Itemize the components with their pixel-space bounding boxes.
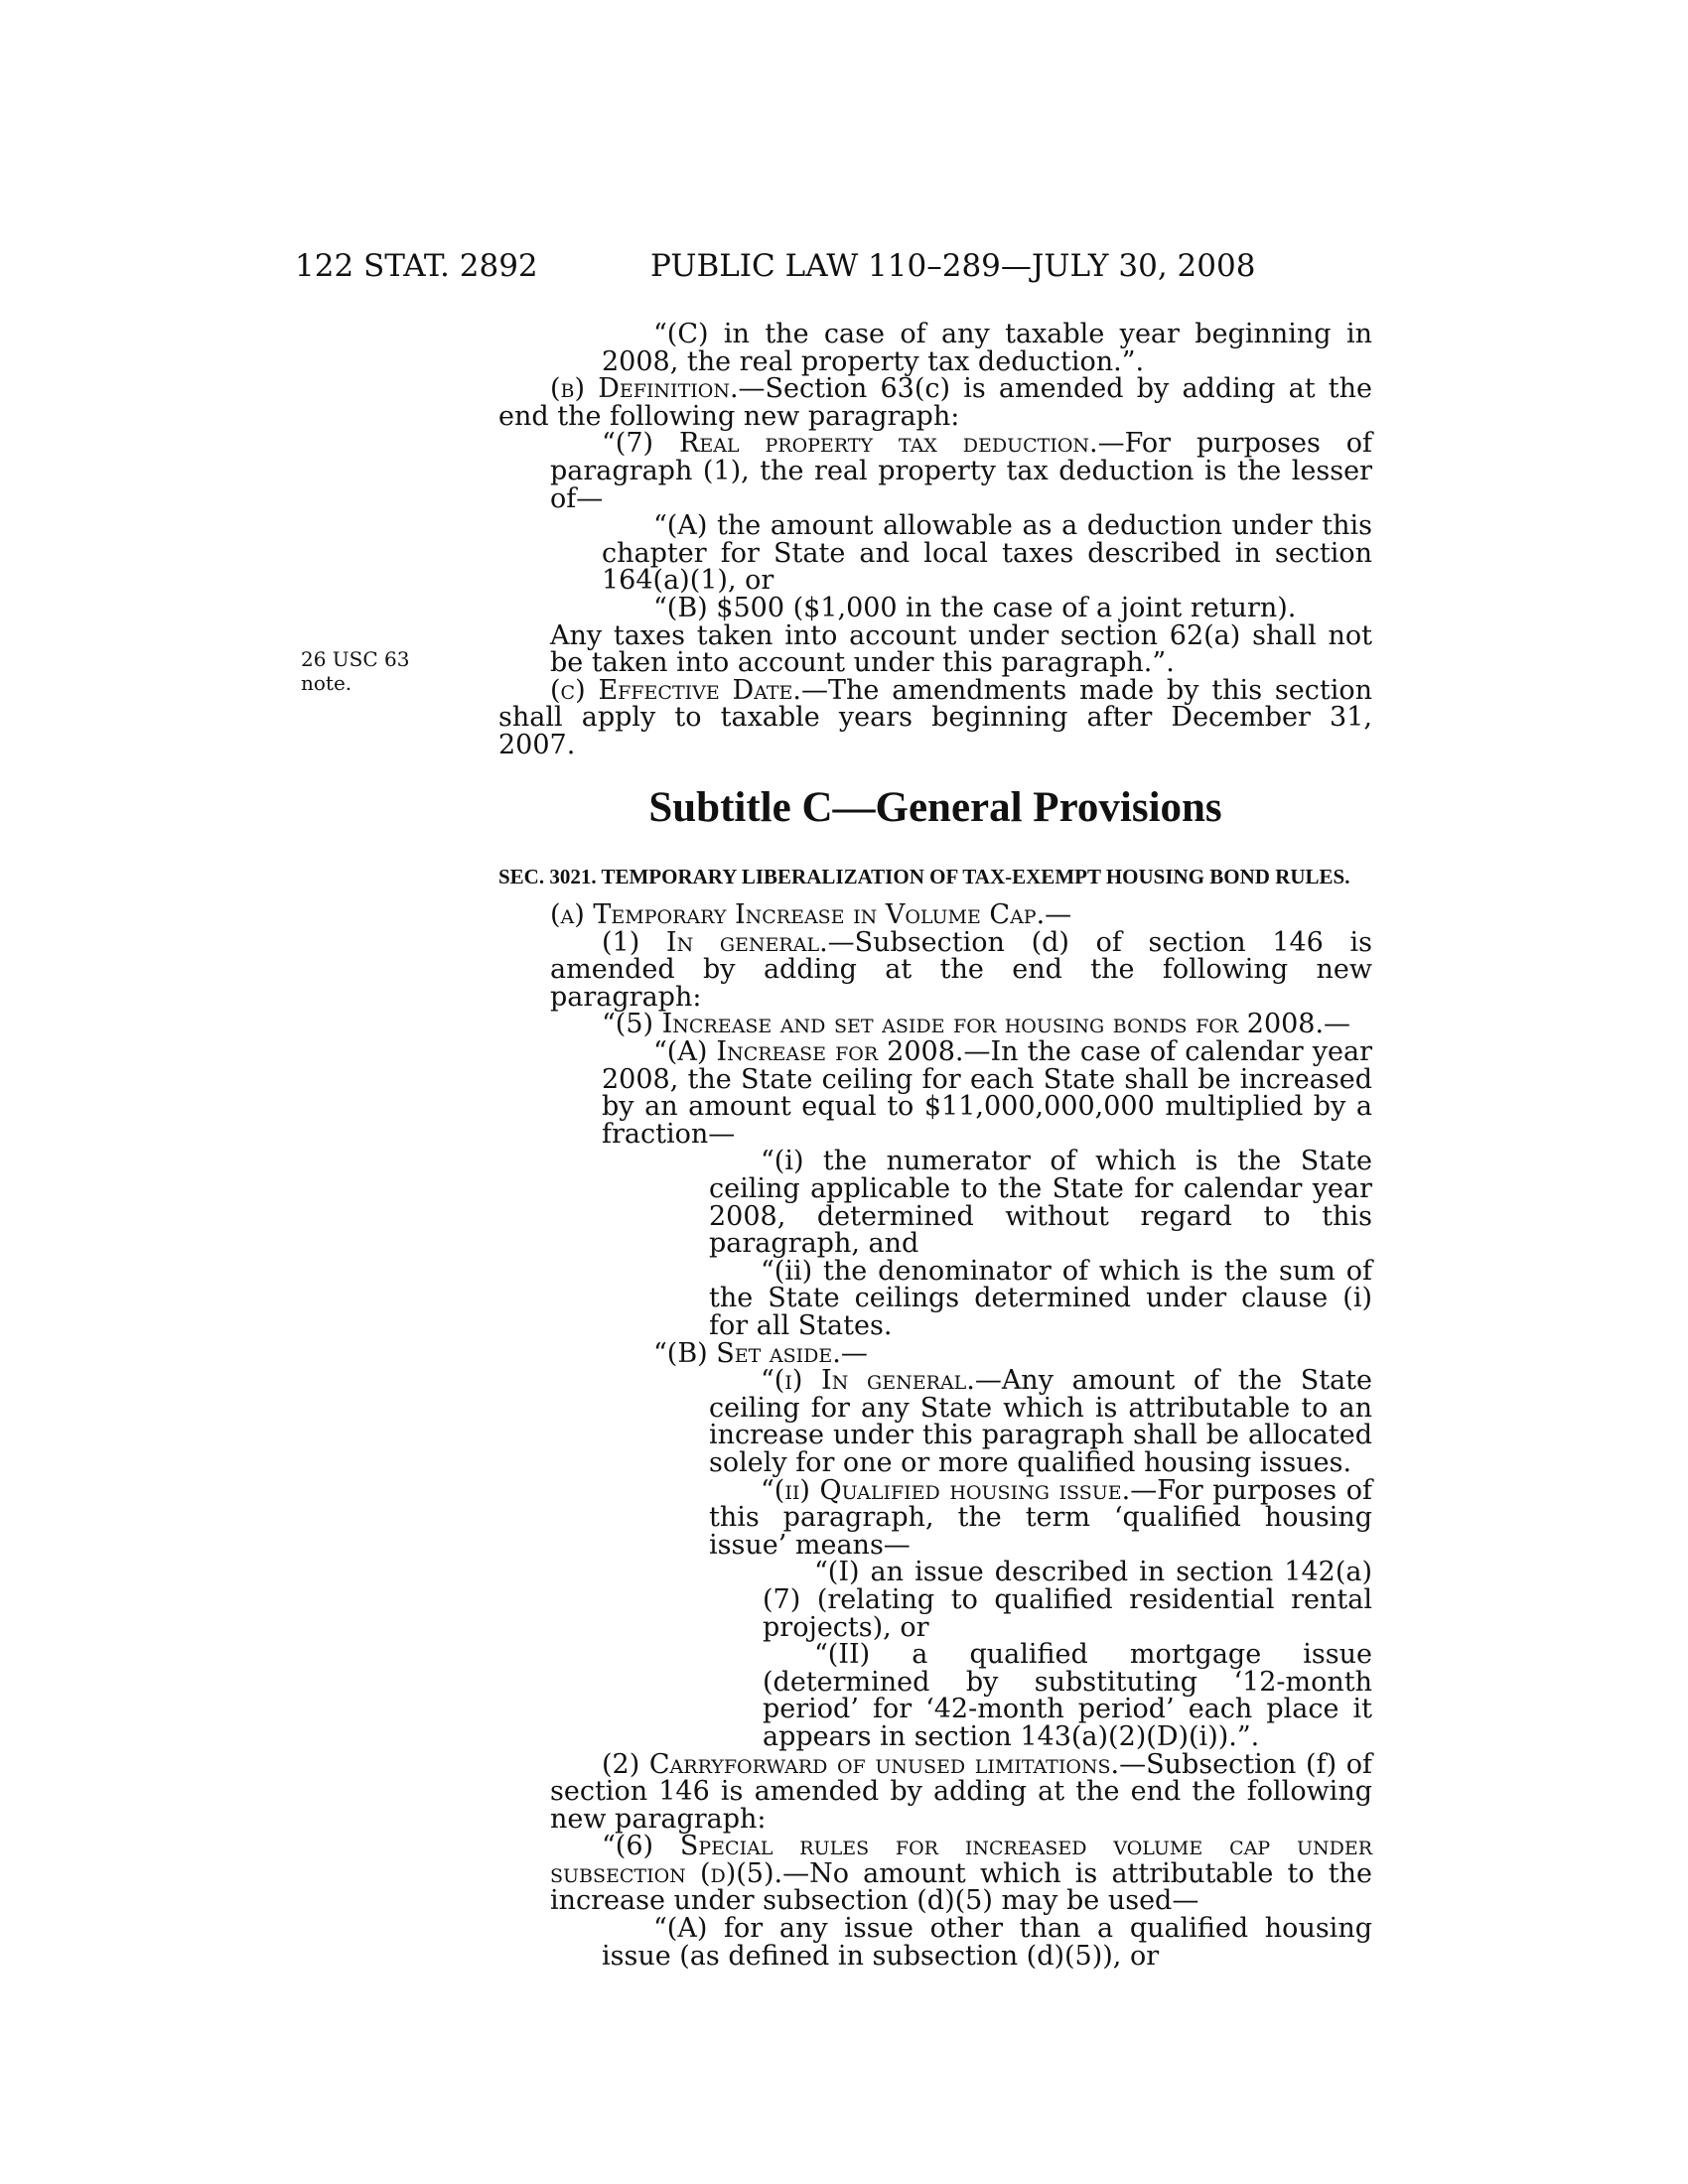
subclause-5-b-ii-II: “(II) a qualified mortgage issue (determined by substituting ‘12-month period’ for ‘42-month period’ each place it appears in section 143(a)(2)(D)(i)).”. <box>763 1639 1372 1752</box>
margin-citation-line2: note. <box>301 671 352 695</box>
paragraph-a2-text: —Subsection (f) of section 146 is amended by adding at the end the following new paragraph: <box>550 1748 1372 1835</box>
paragraph-a1-heading: (1) In general. <box>602 926 828 958</box>
paragraph-7 <box>498 430 1372 512</box>
running-header: PUBLIC LAW 110–289—JULY 30, 2008 <box>650 248 1256 284</box>
document-body <box>498 321 1372 1970</box>
paragraph-5-b <box>498 1337 1372 1369</box>
paragraph-5-b-heading: “(B) Set aside.— <box>653 1337 868 1369</box>
paragraph-6 <box>498 1833 1372 1915</box>
paragraph-6-text: —No amount which is attributable to the increase under subsection (d)(5) may be used— <box>550 1857 1372 1917</box>
subsection-b-heading: (b) Definition. <box>550 373 739 405</box>
paragraph-5-a-text: —In the case of calendar year 2008, the State ceiling for each State shall be increased by an amount equal to $11,000,000,000 multiplied by a fraction— <box>602 1036 1372 1150</box>
paragraph-6-heading: “(6) Special rules for increased volume cap under subsection (d)(5). <box>550 1831 1372 1889</box>
clause-5-b-ii-heading: “(ii) Qualified housing issue. <box>761 1474 1131 1506</box>
subsection-c-heading: (c) Effective Date. <box>550 674 802 706</box>
clause-5-a-ii: “(ii) the denominator of which is the sum of the State ceilings determined under clause (i) for all States. <box>709 1255 1372 1341</box>
subsection-c-text: —The amendments made by this section shall apply to taxable years beginning after December 31, 2007. <box>498 674 1372 760</box>
subclause-5-b-ii-I: “(I) an issue described in section 142(a)(7) (relating to qualified residential rental projects), or <box>763 1557 1372 1643</box>
subsection-b <box>498 375 1372 430</box>
statute-page-number: 122 STAT. 2892 <box>295 248 538 284</box>
clause-5-b-ii-text: —For purposes of this paragraph, the term ‘qualified housing issue’ means— <box>709 1474 1372 1561</box>
paragraph-a1-text: —Subsection (d) of section 146 is amended by adding at the end the following new paragraph: <box>550 926 1372 1013</box>
clause-5-b-i-heading: “(i) In general. <box>761 1365 975 1397</box>
paragraph-7-heading: “(7) Real property tax deduction. <box>602 428 1098 460</box>
paragraph-6-a: “(A) for any issue other than a qualified housing issue (as defined in subsection (d)(5)), or <box>602 1913 1372 1972</box>
paragraph-a1 <box>498 926 1372 1013</box>
paragraph-7-b: “(B) $500 ($1,000 in the case of a joint return). <box>653 592 1297 623</box>
paragraph-c-2008: “(C) in the case of any taxable year beginning in 2008, the real property tax deduction.”. <box>602 319 1372 377</box>
paragraph-7-text: —For purposes of paragraph (1), the real property tax deduction is the lesser of— <box>550 428 1372 514</box>
subsection-c <box>498 674 1372 760</box>
subtitle-heading: Subtitle C—General Provisions <box>648 783 1222 831</box>
subsection-a-heading: (a) Temporary Increase in Volume Cap.— <box>550 899 1072 931</box>
margin-citation-line1: 26 USC 63 <box>301 647 410 671</box>
clause-5-b-i <box>498 1367 1372 1476</box>
margin-citation <box>301 647 409 695</box>
any-taxes-paragraph: Any taxes taken into account under section 62(a) shall not be taken into account under this paragraph.”. <box>550 619 1372 679</box>
section-heading: SEC. 3021. TEMPORARY LIBERALIZATION OF TAX-EXEMPT HOUSING BOND RULES. <box>498 865 1350 889</box>
subsection-a <box>498 901 1372 929</box>
subsection-b-text: —Section 63(c) is amended by adding at the end the following new paragraph: <box>498 373 1372 432</box>
clause-5-b-i-text: —Any amount of the State ceiling for any State which is attributable to an increase under this paragraph shall be allocated solely for one or more qualified housing issues. <box>709 1365 1373 1478</box>
clause-5-b-ii <box>498 1474 1372 1561</box>
paragraph-5-heading: “(5) Increase and set aside for housing bonds for 2008.— <box>602 1009 1351 1040</box>
paragraph-5-a-heading: “(A) Increase for 2008. <box>653 1036 964 1068</box>
paragraph-7-a: “(A) the amount allowable as a deduction under this chapter for State and local taxes described in section 164(a)(1), or <box>602 510 1372 597</box>
paragraph-a2-heading: (2) Carryforward of unused limitations. <box>602 1748 1120 1780</box>
clause-5-a-i: “(i) the numerator of which is the State ceiling applicable to the State for calendar year 2008, determined without regard to this paragraph, and <box>709 1146 1372 1260</box>
paragraph-5 <box>498 1011 1372 1038</box>
paragraph-5-a <box>498 1038 1372 1148</box>
paragraph-a2 <box>498 1748 1372 1835</box>
